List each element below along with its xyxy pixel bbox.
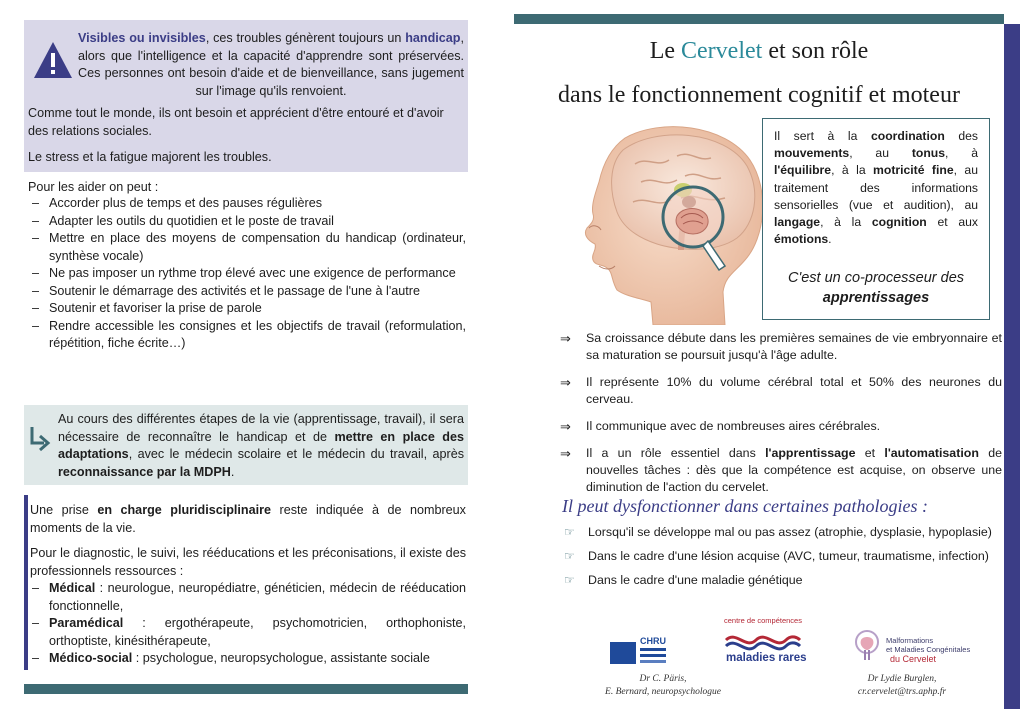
mdph-paragraph: Au cours des différentes étapes de la vie (apprentissage, travail), il sera nécessaire de reconnaître le handicap et de mettre en place des adaptations, avec le médecin scolaire et le médecin du travail, après reconnaissance par la MDPH. xyxy=(58,412,465,479)
resources-list xyxy=(30,580,466,668)
care-paragraph: Une prise en charge pluridisciplinaire reste indiquée à de nombreux moments de la vie. xyxy=(30,503,466,535)
section-bar xyxy=(24,495,28,670)
double-arrow-icon: ⇒ xyxy=(560,331,571,346)
pointing-hand-icon: ☞ xyxy=(564,549,575,563)
contact-email: cr.cervelet@trs.aphp.fr xyxy=(857,687,947,697)
cervelet-center-line1: Malformations xyxy=(886,636,934,645)
double-arrow-icon: ⇒ xyxy=(560,375,571,390)
help-intro: Pour les aider on peut : xyxy=(28,180,159,194)
double-arrow-icon: ⇒ xyxy=(560,446,571,461)
list-item: – Mettre en place des moyens de compensation du handicap (ordinateur, synthèse vocale) xyxy=(30,230,466,265)
list-item: – Soutenir le démarrage des activités et le passage de l'une à l'autre xyxy=(30,283,466,301)
chru-logo-text: CHRU xyxy=(640,636,666,646)
social-paragraph: Comme tout le monde, ils ont besoin et apprécient d'être entouré et d'avoir des relations sociales. xyxy=(28,106,444,138)
maladies-rares-tagline: centre de compétences xyxy=(724,616,802,625)
turn-arrow-icon xyxy=(28,425,54,455)
list-item: ☞ Lorsqu'il se développe mal ou pas assez (atrophie, dysplasie, hypoplasie) xyxy=(564,525,992,539)
list-item: ⇒ Sa croissance débute dans les premières semaines de vie embryonnaire et sa maturation se poursuit jusqu'à l'âge adulte. xyxy=(560,331,1002,362)
cervelet-center-logo xyxy=(853,628,881,662)
list-item: – Paramédical : ergothérapeute, psychomotricien, orthophoniste, orthoptiste, kinésithérapeute, xyxy=(30,615,466,650)
pointing-hand-icon: ☞ xyxy=(564,525,575,539)
list-item: ⇒ Il a un rôle essentiel dans l'apprentissage et l'automatisation de nouvelles tâches : dès que la compétence est acquise, on observe une diminution de l'action du cervelet. xyxy=(560,446,1002,494)
pointing-hand-icon: ☞ xyxy=(564,573,575,587)
list-item: – Accorder plus de temps et des pauses régulières xyxy=(30,195,466,213)
signature-line: E. Bernard, neuropsychologue xyxy=(605,687,721,697)
list-item: – Médico-social : psychologue, neuropsychologue, assistante sociale xyxy=(30,650,466,668)
page-title: Le Cervelet et son rôle xyxy=(649,38,869,64)
signature-right xyxy=(838,673,966,699)
list-item: – Soutenir et favoriser la prise de parole xyxy=(30,300,466,318)
warning-icon xyxy=(32,40,74,80)
cervelet-center-line2: et Maladies Congénitales xyxy=(886,645,971,654)
footer-bar xyxy=(24,684,468,694)
info-quote: C'est un co-processeur des apprentissages xyxy=(787,270,965,306)
side-bar xyxy=(1004,24,1020,709)
info-text: Il sert à la coordination des mouvements, au tonus, à l'équilibre, à la motricité fine, au traitement des informations sensorielles (vue et audition), au langage, à la cognition et aux émotions. xyxy=(774,129,979,247)
list-item: – Ne pas imposer un rythme trop élevé avec une exigence de performance xyxy=(30,265,466,283)
signature-line: Dr Lydie Burglen, xyxy=(867,674,937,684)
pathology-heading: Il peut dysfonctionner dans certaines pathologies : xyxy=(562,496,928,516)
header-bar xyxy=(514,14,1004,24)
diagnosis-paragraph: Pour le diagnostic, le suivi, les rééducations et les préconisations, il existe des professionnels ressources : xyxy=(30,546,466,578)
facts-list xyxy=(560,330,1002,506)
double-arrow-icon: ⇒ xyxy=(560,419,571,434)
signature-line: Dr C. Päris, xyxy=(639,674,687,684)
stress-paragraph: Le stress et la fatigue majorent les troubles. xyxy=(28,150,272,164)
list-item: ☞ Dans le cadre d'une lésion acquise (AVC, tumeur, traumatisme, infection) xyxy=(564,549,989,563)
list-item: ☞ Dans le cadre d'une maladie génétique xyxy=(564,573,803,587)
list-item: ⇒ Il représente 10% du volume cérébral total et 50% des neurones du cerveau. xyxy=(560,375,1002,406)
page-subtitle: dans le fonctionnement cognitif et moteur xyxy=(558,82,960,108)
help-list xyxy=(30,195,466,353)
pathology-list xyxy=(560,524,1002,596)
list-item: – Rendre accessible les consignes et les objectifs de travail (reformulation, répétition, fiche écrite…) xyxy=(30,318,466,353)
maladies-rares-name: maladies rares xyxy=(726,652,807,664)
list-item: ⇒ Il communique avec de nombreuses aires cérébrales. xyxy=(560,419,881,434)
cervelet-center-line3: du Cervelet xyxy=(890,654,937,664)
head-brain-illustration xyxy=(565,120,775,325)
list-item: – Médical : neurologue, neuropédiatre, généticien, médecin de rééducation fonctionnelle, xyxy=(30,580,466,615)
warning-paragraph: Visibles ou invisibles, ces troubles génèrent toujours un handicap, alors que l'intelligence et la capacité d'apprendre sont préservées. Ces personnes ont besoin d'aide et de bienveillance, sans jugement sur l'image qu'ils renvoient. xyxy=(78,31,464,98)
signature-left xyxy=(588,673,738,699)
list-item: – Adapter les outils du quotidien et le poste de travail xyxy=(30,213,466,231)
